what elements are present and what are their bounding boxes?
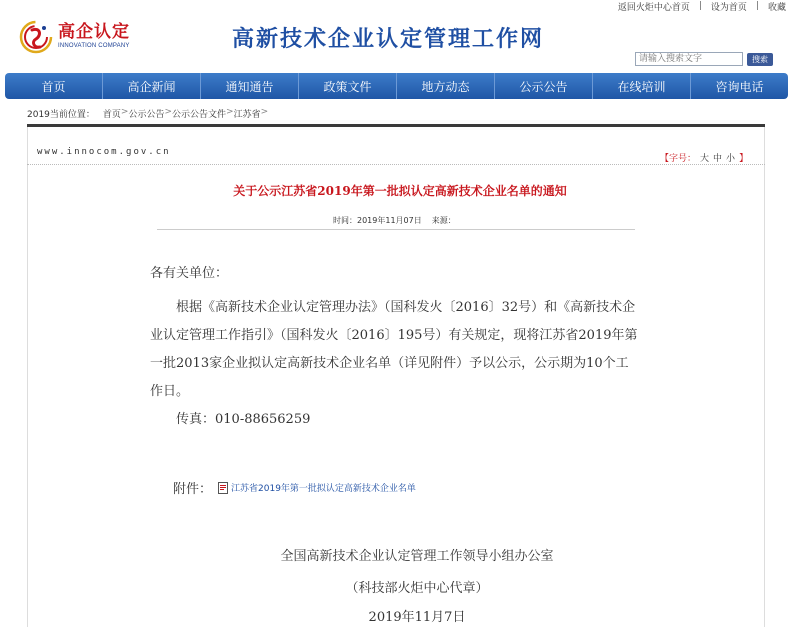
- fax-number: 传真：010-88656259: [176, 412, 311, 427]
- breadcrumb-item-home[interactable]: 首页: [102, 110, 121, 120]
- logo-chinese-name: 高企认定: [58, 21, 130, 42]
- nav-item-announcements[interactable]: 公示公告: [495, 73, 593, 99]
- meta-divider: [157, 229, 635, 230]
- salutation: 各有关单位：: [150, 266, 229, 281]
- nav-item-policy[interactable]: 政策文件: [299, 73, 397, 99]
- search-box: [635, 52, 773, 66]
- attachment-row: [173, 478, 416, 497]
- breadcrumb-lead: 2019当前位置：: [27, 110, 95, 120]
- font-size-medium[interactable]: 中: [713, 154, 723, 164]
- set-homepage-link[interactable]: 设为首页: [710, 2, 747, 13]
- nav-item-local-news[interactable]: 地方动态: [397, 73, 495, 99]
- article-source: 来源：: [431, 216, 456, 225]
- breadcrumb-item-announcement-files[interactable]: 公示公告文件: [172, 110, 227, 120]
- breadcrumb-item-jiangsu[interactable]: 江苏省: [233, 110, 261, 120]
- font-size-label: 【字号：: [660, 154, 697, 164]
- nav-item-news[interactable]: 高企新闻: [103, 73, 201, 99]
- attachment-label: 附件：: [173, 482, 213, 497]
- breadcrumb-item-announcements[interactable]: 公示公告: [128, 110, 165, 120]
- return-home-link[interactable]: 返回火炬中心首页: [617, 2, 690, 13]
- signature-seal-note: （科技部火炬中心代章）: [345, 581, 489, 596]
- article-paragraph: 根据《高新技术企业认定管理办法》（国科发火〔2016〕32号）和《高新技术企业认定管理工作指引》（国科发火〔2016〕195号）有关规定，现将江苏省2019年第一批2013家企业拟认定高新技术企业名单（详见附件）予以公示，公示期为10个工作日。: [150, 300, 638, 399]
- nav-item-hotline[interactable]: 咨询电话: [715, 79, 764, 94]
- font-size-small[interactable]: 小: [726, 154, 736, 164]
- article-body: [150, 260, 640, 434]
- article-time: 时间：2019年11月07日: [333, 216, 422, 225]
- pdf-file-icon: [218, 482, 229, 494]
- main-nav: [5, 73, 788, 99]
- bookmark-link[interactable]: 收藏: [767, 2, 786, 13]
- attachment-link[interactable]: 江苏省2019年第一批拟认定高新技术企业名单: [231, 484, 416, 494]
- site-url: www.innocom.gov.cn: [37, 147, 171, 157]
- nav-item-home[interactable]: 首页: [5, 73, 103, 99]
- logo-emblem-icon: [18, 17, 54, 55]
- header-divider: [27, 164, 765, 165]
- breadcrumb: 2019当前位置： 首页 > 公示公告 > 公示公告文件 > 江苏省 >: [27, 107, 269, 120]
- signature-date: 2019年11月7日: [368, 610, 466, 625]
- font-size-end: 】: [739, 154, 749, 164]
- font-size-large[interactable]: 大: [700, 154, 710, 164]
- search-input[interactable]: [635, 52, 743, 66]
- nav-item-notices[interactable]: 通知通告: [201, 73, 299, 99]
- search-button[interactable]: 搜索: [747, 53, 773, 66]
- font-size-control: [660, 151, 748, 164]
- article-title: 关于公示江苏省2019年第一批拟认定高新技术企业名单的通知: [233, 184, 567, 198]
- site-title: 高新技术企业认定管理工作网: [232, 26, 545, 52]
- article-meta: [333, 215, 456, 226]
- signature-organization: 全国高新技术企业认定管理工作领导小组办公室: [280, 549, 554, 564]
- top-utility-links: 返回火炬中心首页 | 设为首页 | 收藏: [617, 1, 786, 13]
- site-logo[interactable]: [18, 14, 148, 58]
- nav-item-training[interactable]: 在线培训: [593, 73, 691, 99]
- logo-english-name: INNOVATION COMPANY: [58, 42, 130, 49]
